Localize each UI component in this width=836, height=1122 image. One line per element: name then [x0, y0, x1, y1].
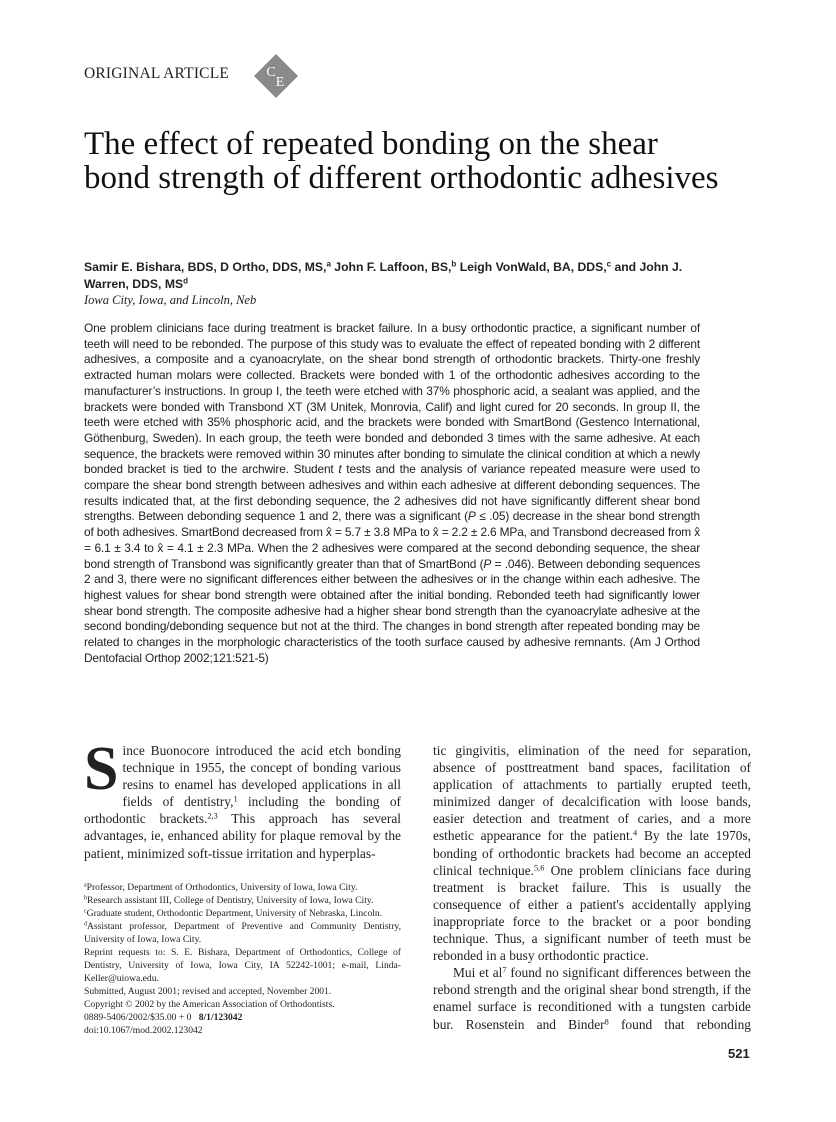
body-column-left	[84, 735, 401, 862]
affiliation-mark: b	[84, 895, 87, 902]
text-segment: tests and the analysis of variance repeated measure were used to compare the shear bond strength between adhesives and within each adhesive at different debonding sequences. The results indicated that, at the first debonding sequence, the 2 adhesives did not have significantly different shear bond strengths. Between debonding sequence 1 and 2, there was a significant (	[84, 462, 700, 524]
body-paragraph	[84, 735, 401, 861]
citation-superscript: 5,6	[534, 863, 545, 873]
drop-cap: S	[84, 735, 119, 803]
author-name: Samir E. Bishara, BDS, D Ortho, DDS, MS,	[84, 260, 327, 274]
text-segment: t	[338, 462, 342, 477]
affiliation-footnote	[84, 907, 401, 920]
affiliation-footnote	[84, 881, 401, 894]
text-segment: tic gingivitis, elimination of the need for separation, absence of posttreatment band spaces, facilitation of application of attachments to partially erupted teeth, minimized danger of decalcification with loose bands, easier detection and treatment of caries, and a more esthetic appearance for the patient.	[433, 743, 751, 844]
body-paragraph	[433, 742, 751, 964]
affiliation-text: Research assistant III, College of Dentistry, University of Iowa, Iowa City.	[86, 895, 374, 906]
text-segment: Mui et al	[453, 965, 503, 981]
footnotes	[84, 881, 401, 1037]
svg-text:C: C	[266, 65, 276, 80]
text-segment: One problem clinicians face during treatment is bracket failure. In a busy orthodontic practice, a significant number of teeth will need to be rebonded. The purpose of this study was to evaluate the effect of repeated bonding with 2 different adhesives, a composite and a cyanoacrylate, on the shear bond strength of orthodontic brackets. Thirty-one freshly extracted human molars were collected. Brackets were bonded with 1 of the orthodontic adhesives according to the manufacturer’s instructions. In group I, the teeth were etched with 37% phosphoric acid, a sealant was applied, and the brackets were bonded with Transbond XT (3M Unitek, Monrovia, Calif) and light cured for 20 seconds. In group II, the teeth were etched with 35% phosphoric acid, and the brackets were bonded with SmartBond (Gestenco International, Göthenburg, Sweden). In each group, the teeth were bonded and debonded 3 times with the same adhesive. At each sequence, the brackets were removed within 30 minutes after bonding to simulate the clinical condition at which a newly bonded bracket is tied to the archwire. Student	[84, 321, 700, 477]
text-segment: including the bonding of orthodontic brackets.	[84, 794, 401, 827]
affiliation-mark: c	[606, 259, 612, 269]
text-segment: ≤ .05) decrease in the shear bond strength of both adhesives. SmartBond decreased from x̂ = 5.7 ± 3.8 MPa to x̂ = 2.2 ± 2.6 MPa, and Transbond decreased from x̂ = 6.1 ± 3.4 to x̂ = 4.1 ± 2.3 MPa. When the 2 adhesives were compared at the second debonding sequence, the shear bond strength of Transbond was significantly greater than that of SmartBond (	[84, 509, 700, 571]
copyright-notice: Copyright © 2002 by the American Association of Orthodontists.	[84, 999, 335, 1010]
affiliation-footnote	[84, 920, 401, 946]
text-segment: found that rebonding	[608, 1016, 751, 1032]
text-segment: = .046). Between debonding sequences 2 and 3, there were no significant differences either between the adhesives or in the change within each adhesive. The highest values for shear bond strength were obtained after the initial bonding. Rebonded teeth had significantly lower shear bond strength. The composite adhesive had a higher shear bond strength than the cyanoacrylate adhesive at the second bonding/debonding sequence but not at the third. The changes in bond strength after repeated bonding may be related to changes in the morphologic characteristics of the tooth surface caused by adhesive remnants. (Am J Orthod Dentofacial Orthop 2002;121:521-5)	[84, 556, 700, 665]
text-segment: P	[467, 509, 476, 524]
affiliation-mark: a	[84, 882, 87, 889]
text-segment: By the late 1970s, bonding of orthodontic brackets had become an accepted clinical technique.	[433, 828, 751, 878]
body-paragraph	[433, 964, 751, 1032]
citation-superscript: 8	[604, 1016, 609, 1026]
affiliation-mark: d	[183, 276, 188, 286]
issn-line	[84, 1011, 401, 1024]
text-segment: found no significant differences between the rebond strength and the original shear bond strength, if the enamel surface is reconditioned with a tungsten carbide bur. Rosenstein and Binder	[433, 965, 751, 1032]
submission-dates: Submitted, August 2001; revised and accepted, November 2001.	[84, 986, 332, 997]
reprint-requests: Reprint requests to: S. E. Bishara, Department of Orthodontics, College of Dentistry, University of Iowa, Iowa City, IA 52242-1001; e-mail, Linda-Keller@uiowa.edu.	[84, 947, 401, 984]
affiliation-text: Professor, Department of Orthodontics, University of Iowa, Iowa City.	[86, 882, 358, 893]
text-segment: P	[483, 556, 492, 571]
article-title: The effect of repeated bonding on the shear bond strength of different orthodontic adhesives	[84, 126, 719, 196]
affiliation-footnote	[84, 894, 401, 907]
citation-superscript: 4	[633, 828, 638, 838]
author-location: Iowa City, Iowa, and Lincoln, Neb	[84, 293, 257, 307]
citation-superscript: 7	[502, 965, 507, 975]
affiliation-mark: c	[84, 908, 87, 915]
affiliation-mark: d	[84, 921, 87, 928]
affiliation-mark: b	[451, 259, 457, 269]
doi: doi:10.1067/mod.2002.123042	[84, 1025, 203, 1036]
article-type-label: ORIGINAL ARTICLE	[84, 65, 230, 82]
affiliation-mark: a	[326, 259, 331, 269]
affiliation-text: Assistant professor, Department of Preventive and Community Dentistry, University of Iowa, Iowa City.	[84, 921, 401, 945]
issn-code: 8/1/123042	[198, 1012, 243, 1023]
text-segment: This approach has several advantages, ie, enhanced ability for plaque removal by the patient, minimized soft-tissue irritation and hyperplas-	[84, 811, 401, 861]
author-list	[84, 259, 704, 293]
author-name: and John J. Warren, DDS, MS	[84, 260, 683, 291]
citation-superscript: 2,3	[207, 811, 218, 821]
abstract	[84, 321, 700, 666]
page-number: 521	[728, 1046, 750, 1061]
citation-superscript: 1	[233, 794, 238, 804]
text-segment: One problem clinicians face during treatment is bracket failure. This is usually the consequence of either a patient's accidentally applying inappropriate force to the bracket or a poor bonding technique. Thus, a significant number of teeth must be rebonded in a busy orthodontic practice.	[433, 862, 751, 964]
text-segment: ince Buonocore introduced the acid etch bonding technique in 1955, the concept of bonding various resins to enamel has developed applications in all fields of dentistry,	[122, 743, 401, 810]
body-column-right	[433, 742, 751, 1033]
author-name: John F. Laffoon, BS,	[330, 260, 452, 274]
issn: 0889-5406/2002/$35.00 + 0	[84, 1012, 192, 1023]
affiliation-text: Graduate student, Orthodontic Department, University of Nebraska, Lincoln.	[86, 908, 383, 919]
svg-text:E: E	[275, 75, 285, 90]
continuing-education-badge-icon	[254, 54, 298, 98]
author-name: Leigh VonWald, BA, DDS,	[456, 260, 607, 274]
